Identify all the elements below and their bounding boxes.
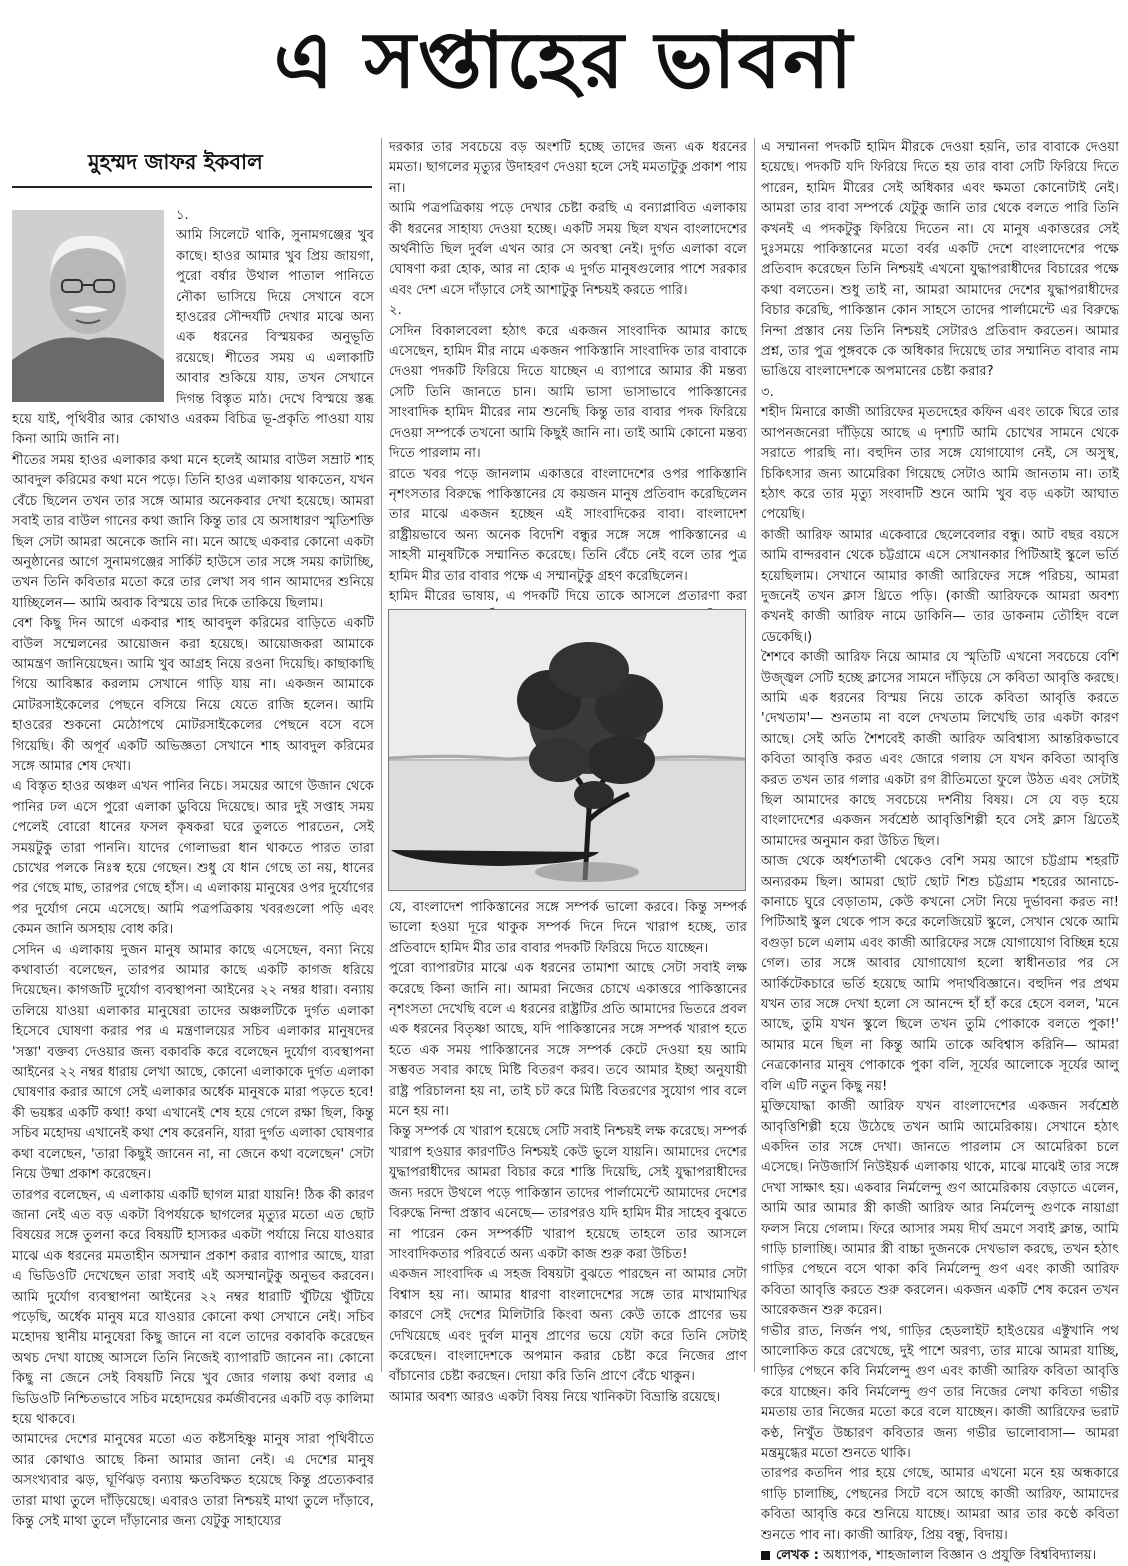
flooded-tree-image [389,610,745,890]
paragraph: পুরো ব্যাপারটার মাঝে এক ধরনের তামাশা আছে সেটা সবাই লক্ষ করেছে কিনা জানি না। আমরা নিজের চোখে একাত্তরে পাকিস্তানের নৃশংসতা দেখেছি বলে এ ধরনের রাষ্ট্রটির প্রতি আমাদের ভিতরে প্রবল এক ধরনের বিতৃষ্ণা আছে, যদি পাকিস্তানের সঙ্গে সম্পর্ক খারাপ হতে হতে এক সময় পাকিস্তানের সঙ্গে সম্পর্ক কেটে দেওয়া হয় আমি সম্ভবত সবার কাছে মিষ্টি বিতরণ করব। তবে আমার ইচ্ছা অনুযায়ী রাষ্ট্র পরিচালনা হয় না, তাই চট করে মিষ্টি বিতরণের সুযোগ পাব বলে মনে হয় না। [389,961,747,1120]
column-divider [381,138,382,1372]
section-number: ২. [389,303,402,319]
section-number: ৩. [761,384,774,400]
paragraph: একজন সাংবাদিক এ সহজ বিষয়টা বুঝতে পারছেন না আমার সেটা বিশ্বাস হয় না। আমার ধারণা বাংলাদেশের সঙ্গে তার মাখামাখির কারণে সেই দেশের মিলিটারি কিংবা অন্য কেউ তাকে প্রাণের ভয় দেখিয়েছে এবং দুর্বল মানুষ প্রাণের ভয়ে যেটা করে তিনি সেটাই করেছেন। বাংলাদেশকে অপমান করার চেষ্টা করে নিজের প্রাণ বাঁচানোর চেষ্টা করছেন। দোয়া করি তিনি প্রাণে বেঁচে থাকুন। [389,1267,747,1385]
column-divider [754,138,755,1372]
paragraph: আমি সিলেটে থাকি, সুনামগঞ্জের খুব কাছে। হাওর আমার খুব প্রিয় জায়গা, পুরো বর্ষার উথাল পাতাল পানিতে নৌকা ভাসিয়ে দিয়ে সেখানে বসে হাওরের সৌন্দর্যটি দেখার মাঝে অন্য এক ধরনের বিস্ময়কর অনুভূতি রয়েছে। শীতের সময় এ এলাকাটি আবার শুকিয়ে যায়, তখন সেখানে দিগন্ত বিস্তৃত মাঠ। দেখে বিস্ময়ে স্তব্ধ হয়ে যাই, পৃথিবীর আর কোথাও এরকম বিচিত্র ভূ-প্রকৃতি পাওয়া যায় কিনা আমি জানি না। [12,228,374,448]
paragraph: আমি পত্রপত্রিকায় পড়ে দেখার চেষ্টা করছি এ বন্যাপ্লাবিত এলাকায় কী ধরনের সাহায্য দেওয়া হচ্ছে। একটি সময় ছিল যখন বাংলাদেশের অর্থনীতি ছিল দুর্বল এখন আর সে অবস্থা নেই। দুর্গত এলাকা বলে ঘোষণা করা হোক, আর না হোক এ দুর্গত মানুষগুলোর পাশে সরকার এবং দেশ এসে দাঁড়াবে সেই আশাটুকু নিশ্চয়ই করতে পারি। [389,201,747,298]
square-bullet-icon [761,1551,770,1560]
paragraph: আজ থেকে অর্ধশতাব্দী থেকেও বেশি সময় আগে চট্টগ্রাম শহরটি অন্যরকম ছিল। আমরা ছোট ছোট শিশু চট্টগ্রাম শহরের আনাচে-কানাচে ঘুরে বেড়াতাম, কেউ কখনো সেটা নিয়ে দুর্ভাবনা করত না! পিটিআই স্কুল থেকে পাস করে কলেজিয়েট স্কুলে, সেখান থেকে আমি বগুড়া চলে এলাম এবং কাজী আরিফের সঙ্গে যোগাযোগ বিচ্ছিন্ন হয়ে গেল। তার সঙ্গে আবার যোগাযোগ হলো স্বাধীনতার পর সে আর্কিটেকচারে ভর্তি হয়েছে আমি পদার্থবিজ্ঞানে। বহুদিন পর প্রথম যখন তার সঙ্গে দেখা হলো সে আনন্দে হাঁ হাঁ করে হেসে বলল, 'মনে আছে, তুমি যখন স্কুলে ছিলে তখন তুমি পোকাকে বলতে পুকা!' আমার মনে ছিল না কিন্তু আমি তাকে অবিশ্বাস করিনি— আমরা নেত্রকোনার মানুষ পোকাকে পুকা বলি, সূর্যের আলোকে সূর্যের আলু বলি এটি নতুন কিছু নয়! [761,854,1119,1094]
article-column-2-bottom [389,898,747,1405]
paragraph: এ বিস্তৃত হাওর অঞ্চল এখন পানির নিচে। সময়ের আগে উজান থেকে পানির ঢল এসে পুরো এলাকা ডুবিয়ে দিয়েছে। আর দুই সপ্তাহ সময় পেলেই বোরো ধানের ফসল কৃষকরা ঘরে তুলতে পারতেন, সেই সময়টুকু তারা পাননি। যাদের গোলাভরা ধান থাকতে পারত তারা চোখের পলকে নিঃস্ব হয়ে গেছেন। শুধু যে ধান গেছে তা নয়, ধানের পর গেছে মাছ, তারপর গেছে হাঁস। এ এলাকায় মানুষের ওপর দুর্যোগের পর দুর্যোগ নেমে এসেছে। আমি পত্রপত্রিকায় খবরগুলো পড়ি এবং কেমন জানি অসহায় বোধ করি। [12,779,374,938]
author-note [761,1546,1119,1566]
article-headline: এ সপ্তাহের ভাবনা [273,15,855,106]
paragraph: তারপর কতদিন পার হয়ে গেছে, আমার এখনো মনে হয় অন্ধকারে গাড়ি চালাচ্ছি, পেছনের সিটে বসে আছে কাজী আরিফ, আমাদের কবিতা আবৃত্তি করে শুনিয়ে যাচ্ছে। আমরা আর তার কণ্ঠে কবিতা শুনতে পাব না। কাজী আরিফ, প্রিয় বন্ধু, বিদায়। [761,1466,1119,1543]
paragraph: কিন্তু সম্পর্ক যে খারাপ হয়েছে সেটি সবাই নিশ্চয়ই লক্ষ করেছে। সম্পর্ক খারাপ হওয়ার কারণটিও নিশ্চয়ই কেউ ভুলে যায়নি। আমাদের দেশের যুদ্ধাপরাধীদের আমরা বিচার করে শাস্তি দিয়েছি, সেই যুদ্ধাপরাধীদের জন্য দরদে উথলে পড়ে পাকিস্তান তাদের পার্লামেন্টে আমাদের দেশের বিরুদ্ধে নিন্দা প্রস্তাব এনেছে— তারপরও যদি হামিদ মীর সাহেব বুঝতে না পারেন কেন সম্পর্কটি খারাপ হয়েছে তাহলে তার আসলে সাংবাদিকতার পরিবর্তে অন্য একটা কাজ শুরু করা উচিত! [389,1124,747,1262]
author-note-text: অধ্যাপক, শাহজালাল বিজ্ঞান ও প্রযুক্তি বিশ্ববিদ্যালয়। [823,1548,1097,1564]
paragraph: বেশ কিছু দিন আগে একবার শাহ আবদুল করিমের বাড়িতে একটি বাউল সম্মেলনের আয়োজন করা হয়েছে। আয়োজকরা আমাকে আমন্ত্রণ জানিয়েছেন। আমি খুব আগ্রহ নিয়ে রওনা দিয়েছি। কাছাকাছি গিয়ে আবিষ্কার করলাম সেখানে গাড়ি যায় না। একজন আমাকে মোটরসাইকেলের পেছনে বসিয়ে নিয়ে যেতে রাজি হলেন। আমি হাওরের শুকনো মেঠোপথে মোটরসাইকেলের পেছনে বসে বসে গিয়েছি। কী অপূর্ব একটি অভিজ্ঞতা সেখানে শাহ আবদুল করিমের সঙ্গে আমার শেষ দেখা। [12,616,374,774]
byline-divider [12,186,372,188]
paragraph: শহীদ মিনারে কাজী আরিফের মৃতদেহের কফিন এবং তাকে ঘিরে তার আপনজনেরা দাঁড়িয়ে আছে এ দৃশ্যটি আমি চোখের সামনে থেকে সরাতে পারছি না। বহুদিন তার সঙ্গে যোগাযোগ নেই, সে অসুস্থ, চিকিৎসার জন্য আমেরিকা গিয়েছে সেটাও আমি জানতাম না। তাই হঠাৎ করে তার মৃত্যু সংবাদটি শুনে আমি খুব বড় একটা আঘাত পেয়েছি। [761,405,1119,523]
paragraph: শৈশবে কাজী আরিফ নিয়ে আমার যে স্মৃতিটি এখনো সবচেয়ে বেশি উজ্জ্বল সেটি হচ্ছে ক্লাসের সামনে দাঁড়িয়ে সে কবিতা আবৃত্তি করছে। আমি এক ধরনের বিস্ময় নিয়ে তাকে কবিতা আবৃত্তি করতে 'দেখতাম'— শুনতাম না বলে দেখতাম লিখেছি তার একটা কারণ আছে। সেই অতি শৈশবেই কাজী আরিফ অবিশ্বাস্য আন্তরিকভাবে কবিতা আবৃত্তি করত এবং জোরে গলায় সে যখন কবিতা আবৃত্তি করত তখন তার গলার একটা রগ রীতিমতো ফুলে উঠত এবং সেটাই ছিল আমাদের কাছে সবচেয়ে দর্শনীয় বিষয়। সে যে বড় হয়ে বাংলাদেশের একজন সর্বশ্রেষ্ঠ আবৃত্তিশিল্পী হবে সেই ক্লাস থ্রিতেই আমাদের অনুমান করা উচিত ছিল। [761,650,1119,849]
article-column-1 [12,206,374,1529]
paragraph: সেদিন এ এলাকায় দুজন মানুষ আমার কাছে এসেছেন, বন্যা নিয়ে কথাবার্তা বলেছেন, তারপর আমার কাছে একটি কাগজ ধরিয়ে দিয়েছেন। কাগজটি দুর্যোগ ব্যবস্থাপনা আইনের ২২ নম্বর ধারা। বন্যায় তলিয়ে যাওয়া এলাকার মানুষেরা তাদের অঞ্চলটিকে দুর্গত এলাকা হিসেবে ঘোষণা করার পর এ মন্ত্রণালয়ের সচিব এলাকার মানুষদের 'সস্তা' বক্তব্য দেওয়ার জন্য বকাবকি করে বলেছেন দুর্যোগ ব্যবস্থাপনা আইনের ২২ নম্বর ধারায় লেখা আছে, কোনো এলাকাকে দুর্গত এলাকা ঘোষণার করার আগে সেই এলাকার অর্ধেক মানুষকে মারা পড়তে হবে! কী ভয়ঙ্কর একটি কথা! কথা এখানেই শেষ হয়ে গেলে রক্ষা ছিল, কিন্তু সচিব মহোদয় এখানেই কথা শেষ করেননি, যারা দুর্গত এলাকা ঘোষণার কথা বলেছেন, 'তারা কিছুই জানেন না, না জেনে কথা বলেছেন' সেটা নিয়ে উষ্মা প্রকাশ করেছেন। [12,942,374,1183]
flooded-tree-photo [388,609,746,891]
paragraph: হামিদ মীরের ভাষায়, এ পদকটি দিয়ে তাকে আসলে প্রতারণা করা [389,588,747,604]
paragraph: দরকার তার সবচেয়ে বড় অংশটি হচ্ছে তাদের জন্য এক ধরনের মমতা। ছাগলের মৃত্যুর উদাহরণ দেওয়া হলে সেই মমতাটুকু প্রকাশ পায় না। [389,140,747,196]
paragraph: আমার অবশ্য আরও একটা বিষয় নিয়ে খানিকটা বিভ্রান্তি রয়েছে। [389,1389,721,1405]
paragraph: সেদিন বিকালবেলা হঠাৎ করে একজন সাংবাদিক আমার কাছে এসেছেন, হামিদ মীর নামে একজন পাকিস্তানি সাংবাদিক তার বাবাকে দেওয়া পদকটি ফিরিয়ে দিতে যাচ্ছেন এ ব্যাপারে আমার কী মন্তব্য সেটি তিনি জানতে চান। আমি ভাসা ভাসাভাবে পাকিস্তানের সাংবাদিক হামিদ মীরের নাম শুনেছি কিন্তু তার বাবার পদক ফিরিয়ে দেওয়া সম্পর্কে তখনো আমি কিছুই জানি না। তাই আমি কোনো মন্তব্য দিতে পারলাম না। [389,323,747,462]
paragraph: কাজী আরিফ আমার একেবারে ছেলেবেলার বন্ধু। আট বছর বয়সে আমি বান্দরবান থেকে চট্টগ্রামে এসে সেখানকার পিটিআই স্কুলে ভর্তি হয়েছিলাম। সেখানে আমার কাজী আরিফের সঙ্গে পরিচয়, আমরা দুজনেই তখন ক্লাস থ্রিতে পড়ি। (কাজী আরিফকে আমরা অবশ্য কখনই কাজী আরিফ নামে ডাকিনি— তার ডাকনাম তৌহিদ বলে ডেকেছি।) [761,527,1119,645]
paragraph: মুক্তিযোদ্ধা কাজী আরিফ যখন বাংলাদেশের একজন সর্বশ্রেষ্ঠ আবৃত্তিশিল্পী হয়ে উঠেছে তখন আমি আমেরিকায়। সেখানে হঠাৎ একদিন তার সঙ্গে দেখা। জানতে পারলাম সে আমেরিকা চলে এসেছে। নিউজার্সি নিউইয়র্ক এলাকায় থাকে, মাঝে মাঝেই তার সঙ্গে দেখা সাক্ষাৎ হয়। একবার নির্মলেন্দু গুণ আমেরিকায় বেড়াতে এলেন, আমি আর আমার স্ত্রী কাজী আরিফ আর নির্মলেন্দু গুণকে নায়াগ্রা ফলস নিয়ে গেলাম। ফিরে আসার সময় দীর্ঘ ভ্রমণে সবাই ক্লান্ত, আমি গাড়ি চালাচ্ছি। আমার স্ত্রী বাচ্চা দুজনকে দেখভাল করছে, তখন হঠাৎ গাড়ির পেছনে বসে থাকা কবি নির্মলেন্দু গুণ এবং কাজী আরিফ কবিতা আবৃত্তি করতে শুরু করলেন। একজন একটি শেষ করেন তখন আরেকজন শুরু করেন। [761,1099,1119,1319]
author-portrait [12,210,164,402]
paragraph: আমাদের দেশের মানুষের মতো এত কষ্টসহিষ্ণু মানুষ সারা পৃথিবীতে আর কোথাও আছে কিনা আমার জানা নেই। এ দেশের মানুষ অসংখ্যবার ঝড়, ঘূর্ণিঝড় বন্যায় ক্ষতবিক্ষত হয়েছে কিন্তু প্রত্যেকবার তারা মাথা তুলে দাঁড়িয়েছে। এবারও তারা নিশ্চয়ই মাথা তুলে দাঁড়াবে, কিন্তু সেই মাথা তুলে দাঁড়ানোর জন্য যেটুকু সাহায্যের [12,1432,374,1529]
author-note-label: লেখক : [776,1548,819,1564]
paragraph: যে, বাংলাদেশ পাকিস্তানের সঙ্গে সম্পর্ক ভালো করবে। কিন্তু সম্পর্ক ভালো হওয়া দূরে থাকুক সম্পর্ক দিনে দিনে খারাপ হচ্ছে, তার প্রতিবাদে হামিদ মীর তার বাবার পদকটি ফিরিয়ে দিতে যাচ্ছেন। [389,900,747,956]
paragraph: রাতে খবর পড়ে জানলাম একাত্তরে বাংলাদেশের ওপর পাকিস্তানি নৃশংসতার বিরুদ্ধে পাকিস্তানের যে কয়জন মানুষ প্রতিবাদ করেছিলেন তার মাঝে একজন হচ্ছেন এই সাংবাদিকের বাবা। বাংলাদেশ রাষ্ট্রীয়ভাবে অন্য অনেক বিদেশি বন্ধুর সঙ্গে সঙ্গে পাকিস্তানের এ সাহসী মানুষটিকে সম্মানিত করেছে। তিনি বেঁচে নেই বলে তার পুত্র হামিদ মীর তার বাবার পক্ষে এ সম্মানটুকু গ্রহণ করেছিলেন। [389,466,747,584]
article-column-3 [761,138,1119,1564]
section-number: ১. [176,208,189,223]
paragraph: শীতের সময় হাওর এলাকার কথা মনে হলেই আমার বাউল সম্রাট শাহ আবদুল করিমের কথা মনে পড়ে। তিনি হাওর এলাকায় থাকতেন, যখন বেঁচে ছিলেন তখন তার সঙ্গে আমার অনেকবার দেখা হয়েছে। আমরা সবাই তার বাউল গানের কথা জানি কিন্তু তার যে অসাধারণ স্মৃতিশক্তি ছিল সেটা আমরা অনেকে জানি না। মনে আছে একবার কোনো একটা অনুষ্ঠানের আগে সুনামগঞ্জের সার্কিট হাউসে তার সঙ্গে সময় কাটাচ্ছি, তখন তিনি কবিতার মতো করে তার লেখা সব গান আমাদের শুনিয়ে যাচ্ছিলেন— আমি অবাক বিস্ময়ে তার দিকে তাকিয়ে ছিলাম। [12,452,374,611]
paragraph: গভীর রাত, নির্জন পথ, গাড়ির হেডলাইট হাইওয়ের এক্টুখানি পথ আলোকিত করে রেখেছে, দুই পাশে অরণ্য, তার মাঝে আমরা যাচ্ছি, গাড়ির পেছনে কবি নির্মলেন্দু গুণ এবং কাজী আরিফ কবিতা আবৃত্তি করে যাচ্ছেন। কবি নির্মলেন্দু গুণ তার নিজের লেখা কবিতা গভীর মমতায় তার নিজের মতো করে বলে যাচ্ছেন। কাজী আরিফের ভরাট কণ্ঠ, নিখুঁত উচ্চারণ কবিতার জন্য গভীর ভালোবাসা— আমরা মন্ত্রমুগ্ধের মতো শুনতে থাকি। [761,1323,1119,1461]
author-byline: মুহম্মদ জাফর ইকবাল [88,149,263,174]
paragraph: তারপর বলেছেন, এ এলাকায় একটি ছাগল মারা যায়নি! ঠিক কী কারণ জানা নেই এত বড় একটা বিপর্যয়কে ছাগলের মৃত্যুর মতো এত ছোট বিষয়ের সঙ্গে তুলনা করে বিষয়টি হাস্যকর একটা পর্যায়ে নিয়ে যাওয়ার মাঝে এক ধরনের মমতাহীন অসম্মান প্রকাশ করার ব্যাপার আছে, যারা এ ভিডিওটি দেখেছেন তারা সবাই এই অসম্মানটুকু অনুভব করবেন। আমি দুর্যোগ ব্যবস্থাপনা আইনের ২২ নম্বর ধারাটি খুঁটিয়ে খুঁটিয়ে পড়েছি, অর্ধেক মানুষ মরে যাওয়ার কোনো কথা সেখানে নেই। সচিব মহোদয় স্থানীয় মানুষেরা কিছু জানে না বলে তাদের বকাবকি করেছেন অথচ দেখা যাচ্ছে আসলে তিনি নিজেই ব্যাপারটি জানেন না। কোনো কিছু না জেনে সেই বিষয়টি নিয়ে খুব জোর গলায় কথা বলার এ ভিডিওটি নিশ্চিতভাবে সচিব মহোদয়ের কর্মজীবনের একটি বড় কালিমা হয়ে থাকবে। [12,1187,374,1427]
paragraph: এ সম্মাননা পদকটি হামিদ মীরকে দেওয়া হয়নি, তার বাবাকে দেওয়া হয়েছে। পদকটি যদি ফিরিয়ে দিতে হয় তার বাবা সেটি ফিরিয়ে দিতে পারেন, হামিদ মীরের সেই অধিকার এবং ক্ষমতা কোনোটাই নেই। আমরা তার বাবা সম্পর্কে যেটুকু জানি তার থেকে বলতে পারি তিনি কখনই এ পদকটুকু ফিরিয়ে দিতেন না। যে মানুষ একাত্তরের সেই দুঃসময়ে পাকিস্তানের মতো বর্বর একটি দেশে বাংলাদেশের পক্ষে প্রতিবাদ করেছেন তিনি নিশ্চয়ই এখনো যুদ্ধাপরাধীদের বিচারের পক্ষে কথা বলতেন। শুধু তাই না, আমরা আমাদের দেশের যুদ্ধাপরাধীদের বিচার করেছি, পাকিস্তান কোন সাহসে তাদের পার্লামেন্টে এর বিরুদ্ধে নিন্দা প্রস্তাব নেয় তিনি নিশ্চয়ই সেটারও প্রতিবাদ করতেন। আমার প্রশ্ন, তার পুত্র পুঙ্গবকে কে অধিকার দিয়েছে তার সম্মানিত বাবার নাম ভাঙিয়ে বাংলাদেশকে অপমানের চেষ্টা করার? [761,140,1119,380]
article-column-2-top [389,138,747,602]
